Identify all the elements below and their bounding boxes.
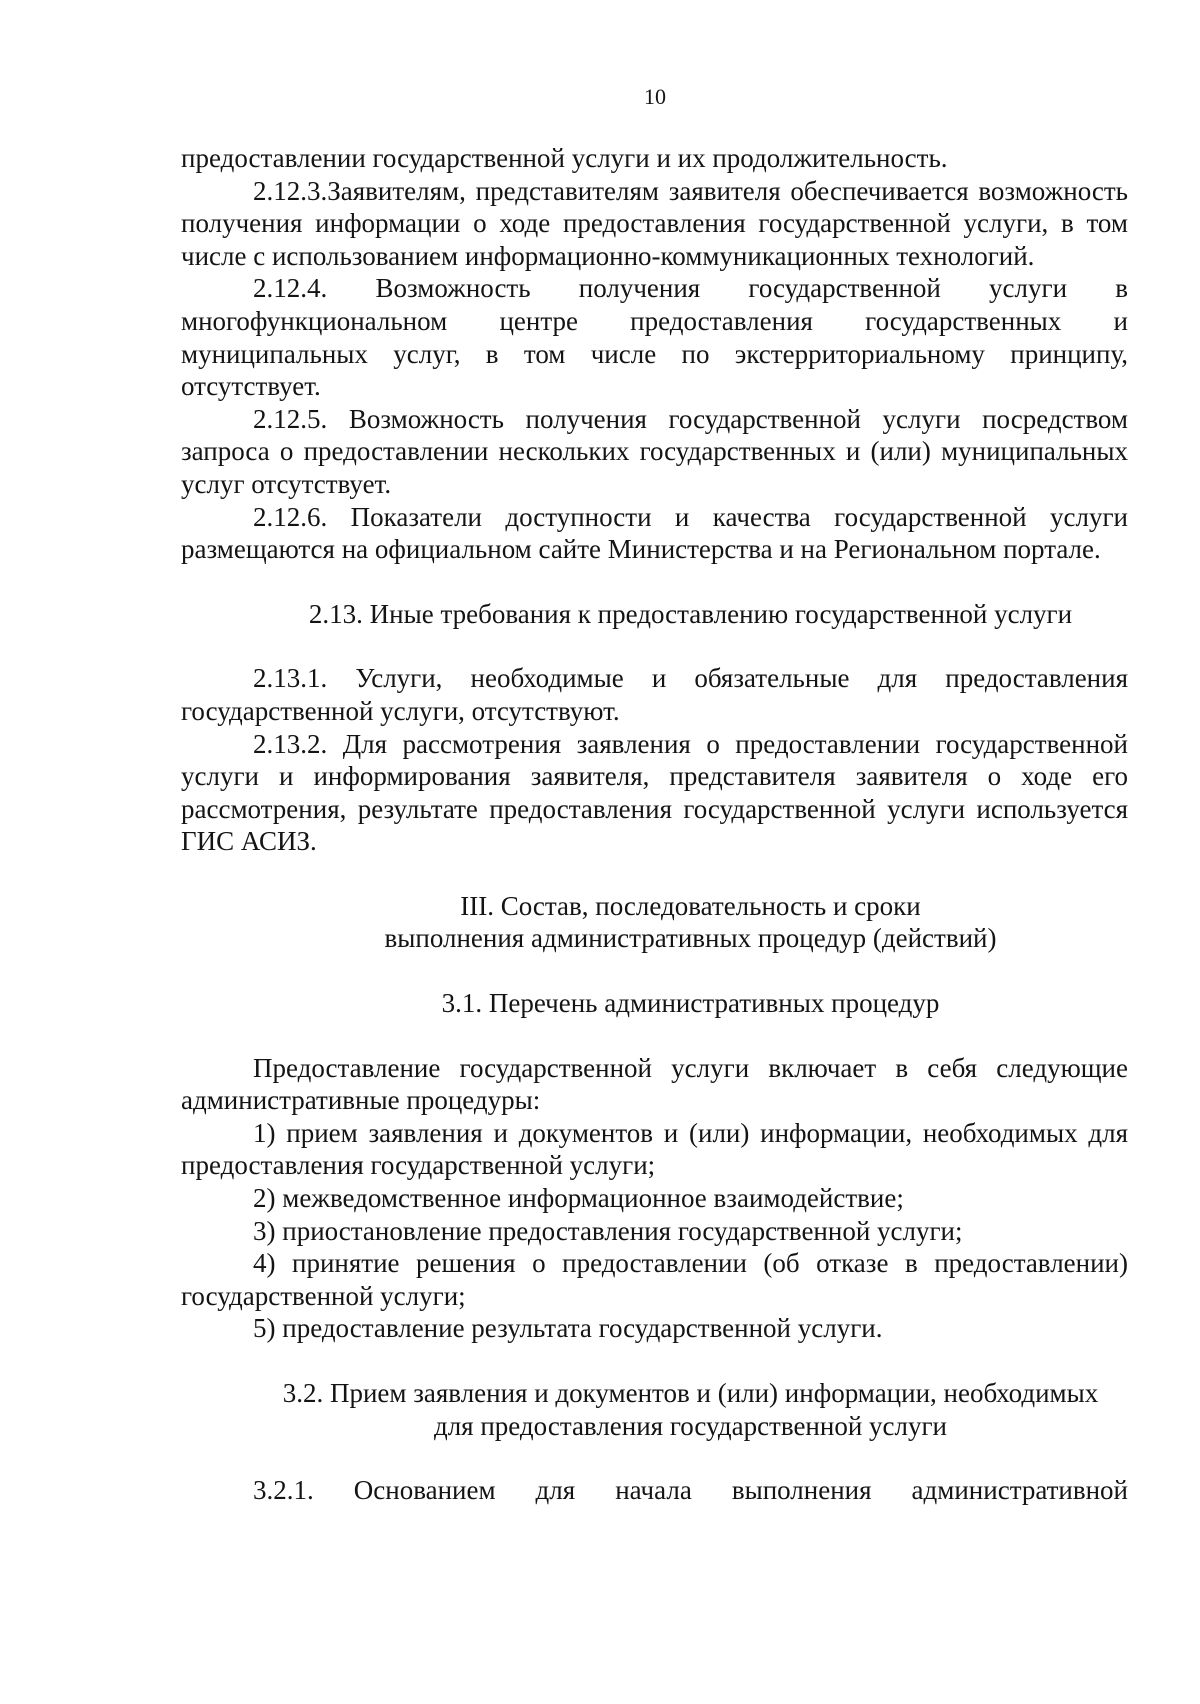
heading-3-2: [181, 1377, 1128, 1442]
section-iii-heading-line-2: выполнения административных процедур (действий): [384, 923, 997, 954]
paragraph-procedures-intro: Предоставление государственной услуги включает в себя следующие административные процедуры:: [181, 1052, 1128, 1116]
paragraph-2-13-1: 2.13.1. Услуги, необходимые и обязательные для предоставления государственной услуги, отсутствуют.: [181, 663, 1128, 726]
paragraph-2-13-2: 2.13.2. Для рассмотрения заявления о предоставлении государственной услуги и информирования заявителя, представителя заявителя о ходе его рассмотрения, результате предоставления государственной услуги используется ГИС АСИЗ.: [181, 728, 1128, 857]
list-item-1: 1) прием заявления и документов и (или) информации, необходимых для предоставления государственной услуги;: [181, 1117, 1128, 1181]
list-item-4: 4) принятие решения о предоставлении (об отказе в предоставлении) государственной услуги;: [181, 1248, 1128, 1311]
heading-3-2-line-2: для предоставления государственной услуги: [433, 1410, 948, 1441]
paragraph-2-12-4: 2.12.4. Возможность получения государственной услуги в многофункциональном центре предоставления государственных и муниципальных услуг, в том числе по экстерриториальному принципу, отсутствует.: [181, 273, 1128, 402]
list-item-5: 5) предоставление результата государственной услуги.: [253, 1313, 883, 1344]
heading-3-2-line-1: 3.2. Прием заявления и документов и (или) информации, необходимых: [282, 1378, 1099, 1408]
section-iii-heading-line-1: III. Состав, последовательность и сроки: [460, 890, 921, 921]
document-body: [181, 142, 1128, 1507]
paragraph-continuation: предоставлении государственной услуги и их продолжительность.: [181, 143, 948, 173]
page-number: 10: [644, 84, 666, 109]
list-item-3: 3) приостановление предоставления государственной услуги;: [253, 1215, 963, 1246]
paragraph-3-2-1: 3.2.1. Основанием для начала выполнения административной: [253, 1475, 1128, 1506]
heading-2-13: 2.13. Иные требования к предоставлению государственной услуги: [308, 598, 1073, 629]
heading-3-1: 3.1. Перечень административных процедур: [441, 988, 940, 1019]
paragraph-2-12-3: 2.12.3.Заявителям, представителям заявителя обеспечивается возможность получения информации о ходе предоставления государственной услуги, в том числе с использованием информационно-коммуникационных технологий.: [181, 175, 1128, 271]
paragraph-2-12-6: 2.12.6. Показатели доступности и качества государственной услуги размещаются на официальном сайте Министерства и на Региональном портале.: [181, 501, 1128, 565]
paragraph-2-12-5: 2.12.5. Возможность получения государственной услуги посредством запроса о предоставлении нескольких государственных и (или) муниципальных услуг отсутствует.: [181, 403, 1128, 499]
section-iii-heading: [181, 890, 1128, 955]
list-item-2: 2) межведомственное информационное взаимодействие;: [253, 1183, 904, 1214]
